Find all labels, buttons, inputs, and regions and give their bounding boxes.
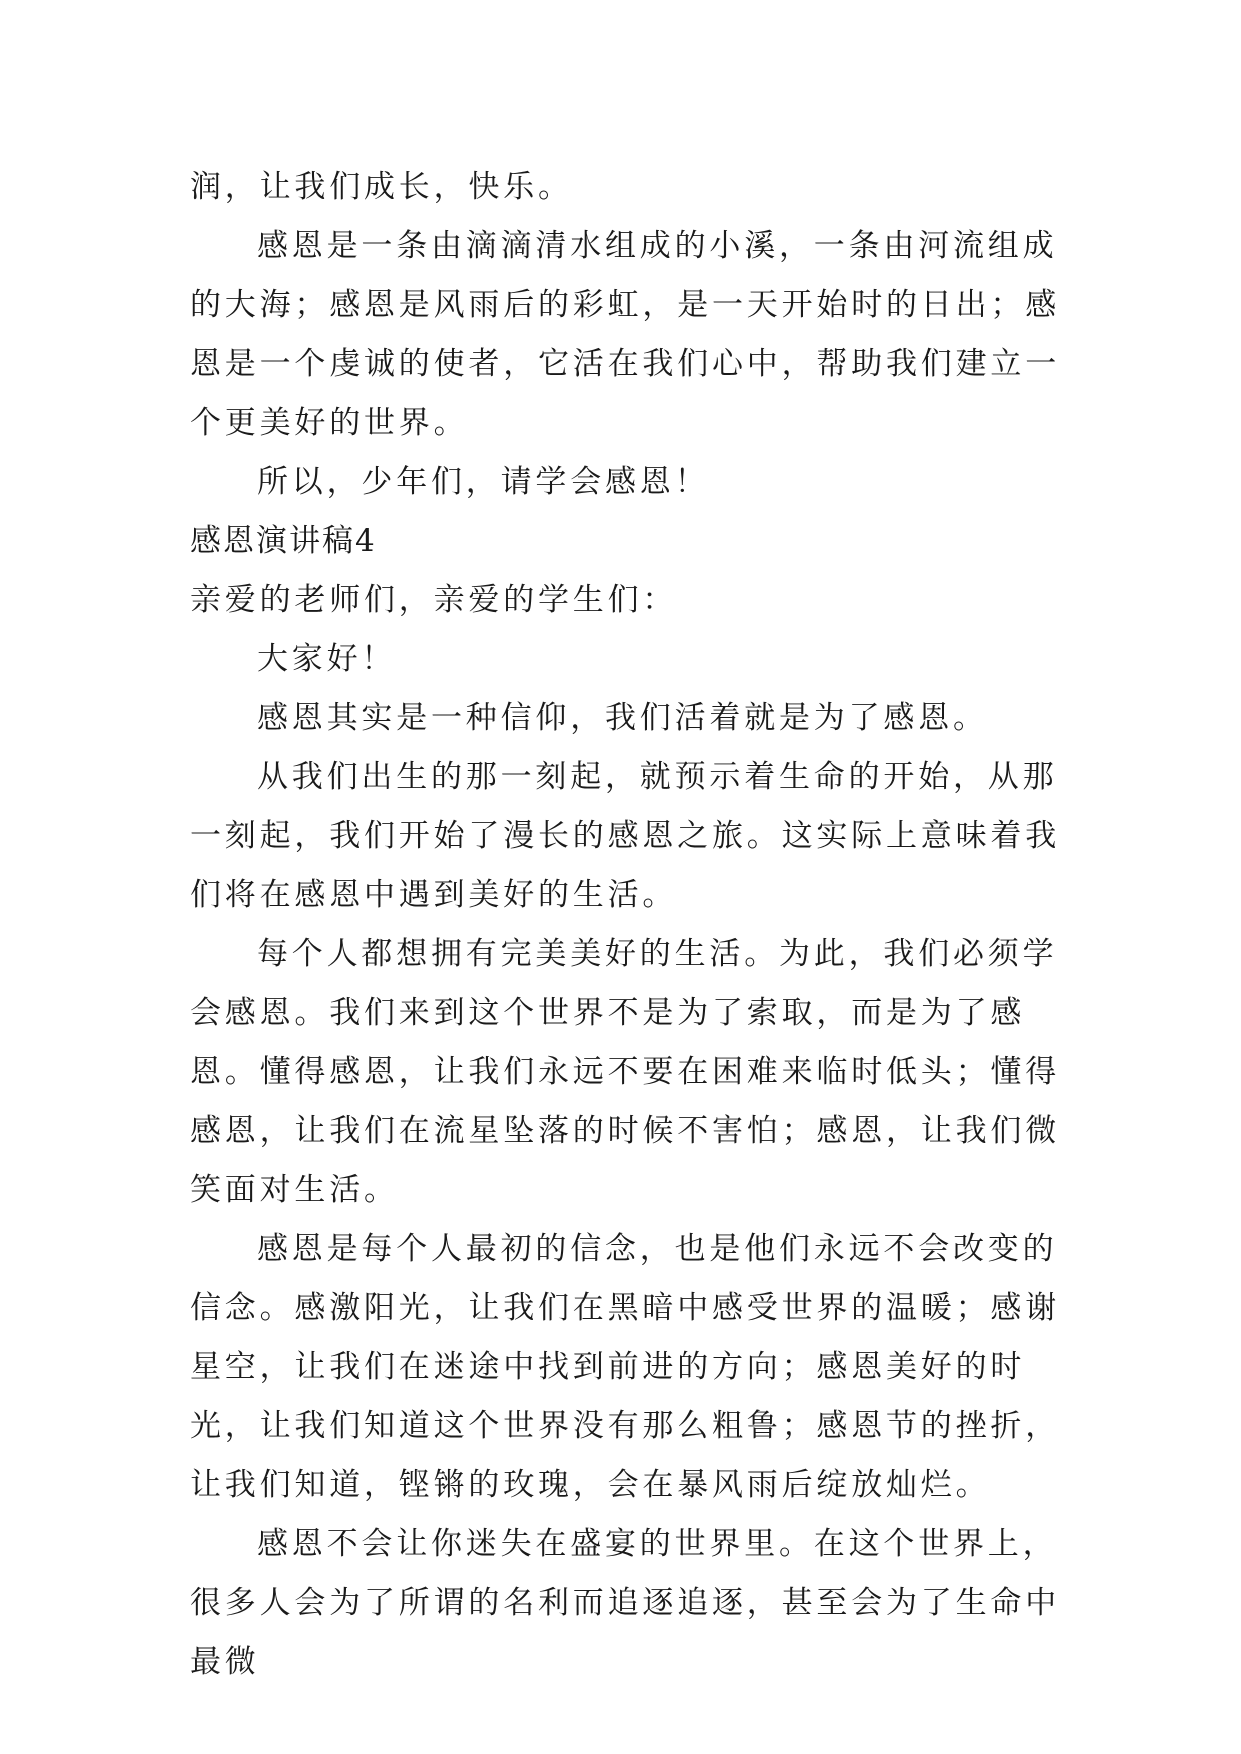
salutation: 亲爱的老师们，亲爱的学生们： bbox=[190, 582, 678, 618]
section-heading: 感恩演讲稿4 bbox=[190, 523, 377, 559]
paragraph: 感恩是每个人最初的信念，也是他们永远不会改变的信念。感激阳光，让我们在黑暗中感受世界的温暖；感谢星空，让我们在迷途中找到前进的方向；感恩美好的时光，让我们知道这个世界没有那么粗鲁；感恩节的挫折，让我们知道，铿锵的玫瑰，会在暴风雨后绽放灿烂。 bbox=[190, 1231, 1060, 1503]
paragraph: 所以，少年们，请学会感恩！ bbox=[257, 464, 710, 500]
document-body bbox=[190, 158, 1060, 1692]
paragraph: 每个人都想拥有完美美好的生活。为此，我们必须学会感恩。我们来到这个世界不是为了索取，而是为了感恩。懂得感恩，让我们永远不要在困难来临时低头；懂得感恩，让我们在流星坠落的时候不害怕；感恩，让我们微笑面对生活。 bbox=[190, 936, 1060, 1208]
greeting: 大家好！ bbox=[257, 641, 397, 677]
paragraph: 润，让我们成长，快乐。 bbox=[190, 169, 573, 205]
paragraph: 感恩是一条由滴滴清水组成的小溪，一条由河流组成的大海；感恩是风雨后的彩虹，是一天开始时的日出；感恩是一个虔诚的使者，它活在我们心中，帮助我们建立一个更美好的世界。 bbox=[190, 228, 1060, 441]
paragraph: 感恩其实是一种信仰，我们活着就是为了感恩。 bbox=[257, 700, 988, 736]
paragraph: 感恩不会让你迷失在盛宴的世界里。在这个世界上，很多人会为了所谓的名利而追逐追逐，甚至会为了生命中最微 bbox=[190, 1526, 1060, 1680]
paragraph: 从我们出生的那一刻起，就预示着生命的开始，从那一刻起，我们开始了漫长的感恩之旅。这实际上意味着我们将在感恩中遇到美好的生活。 bbox=[190, 759, 1060, 913]
